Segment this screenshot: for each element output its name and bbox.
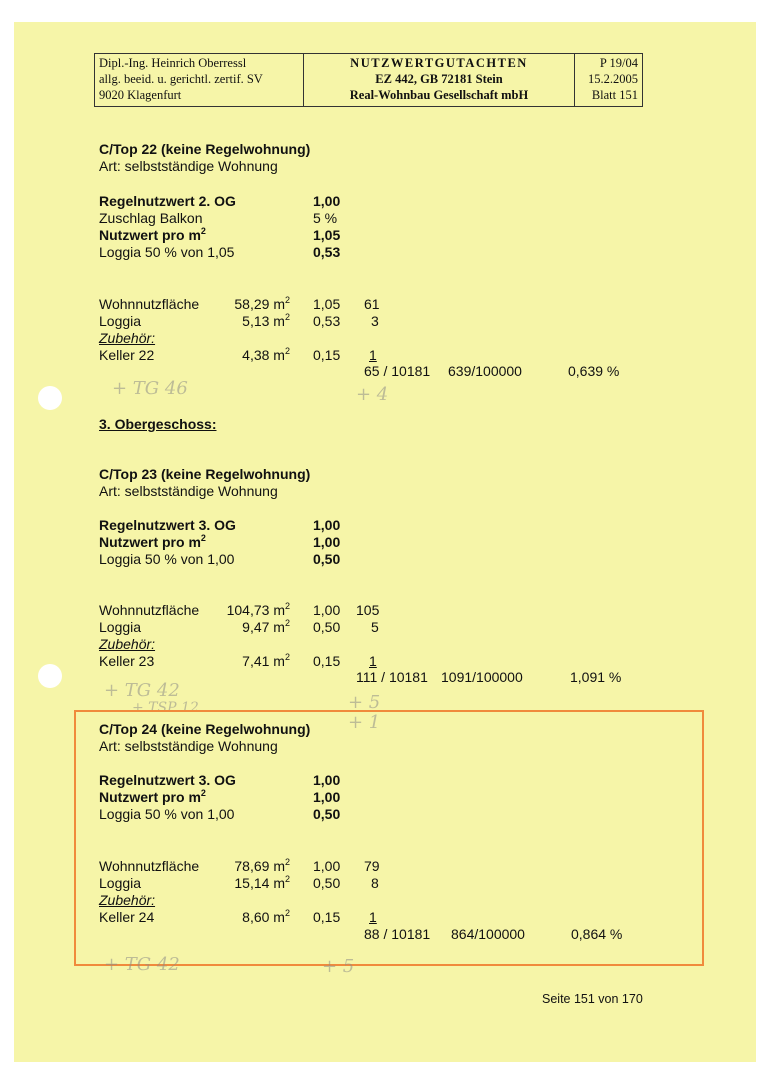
factor-label: Nutzwert pro $m^2$ xyxy=(99,226,206,243)
factor-label: Zuschlag Balkon xyxy=(99,210,203,226)
handwritten-note: + 5 xyxy=(348,692,381,713)
area-value: 5,13 $m^2$ xyxy=(242,312,290,329)
area-label: Loggia xyxy=(99,313,142,329)
area-label: Wohnnutzfläche xyxy=(99,602,200,618)
area-factor: 1,05 xyxy=(313,296,341,312)
author-name: Dipl.-Ing. Heinrich Oberressl xyxy=(99,56,247,70)
total-percent: 0,864 % xyxy=(571,926,623,942)
cellar-area: 7,41 $m^2$ xyxy=(242,652,290,669)
factor-value: 1,00 xyxy=(313,534,341,550)
area-label: Wohnnutzfläche xyxy=(99,296,200,312)
factor-value: 0,50 xyxy=(313,551,341,567)
factor-label: Regelnutzwert 2. OG xyxy=(99,193,236,209)
factor-label: Nutzwert pro $m^2$ xyxy=(99,788,206,805)
area-nutzwert: 105 xyxy=(356,602,380,618)
handwritten-note: + 1 xyxy=(348,712,381,733)
cellar-label: Keller 22 xyxy=(99,347,155,363)
total-ratio: 111 / 10181 xyxy=(356,669,428,685)
punch-hole xyxy=(38,664,62,688)
section-title: C/Top 22 (keine Regelwohnung) xyxy=(99,141,311,157)
area-value: 78,69 $m^2$ xyxy=(234,857,290,874)
area-factor: 0,50 xyxy=(313,875,341,891)
report-date: 15.2.2005 xyxy=(588,72,638,86)
factor-value: 0,53 xyxy=(313,244,341,260)
section-type: Art: selbstständige Wohnung xyxy=(99,738,278,754)
factor-value: 1,05 xyxy=(313,227,341,243)
area-nutzwert: 61 xyxy=(364,296,380,312)
accessories-label: Zubehör: xyxy=(99,636,156,652)
factor-value: 1,00 xyxy=(313,772,341,788)
factor-label: Regelnutzwert 3. OG xyxy=(99,517,236,533)
handwritten-note: + TG 42 xyxy=(104,680,180,701)
area-factor: 1,00 xyxy=(313,858,341,874)
area-factor: 1,00 xyxy=(313,602,341,618)
factor-label: Nutzwert pro $m^2$ xyxy=(99,533,206,550)
section-type: Art: selbstständige Wohnung xyxy=(99,483,278,499)
project-number: P 19/04 xyxy=(599,56,638,70)
author-cell xyxy=(95,54,304,106)
factor-label: Loggia 50 % von 1,05 xyxy=(99,244,235,260)
handwritten-note: + TG 42 xyxy=(104,954,180,975)
letterhead-table xyxy=(94,53,643,107)
factor-label: Regelnutzwert 3. OG xyxy=(99,772,236,788)
cellar-label: Keller 24 xyxy=(99,909,155,925)
total-percent: 1,091 % xyxy=(570,669,622,685)
area-label: Loggia xyxy=(99,619,142,635)
cellar-area: 8,60 $m^2$ xyxy=(242,908,290,925)
total-ratio: 65 / 10181 xyxy=(364,363,431,379)
accessories-label: Zubehör: xyxy=(99,330,156,346)
author-city: 9020 Klagenfurt xyxy=(99,88,182,102)
cellar-factor: 0,15 xyxy=(313,653,341,669)
handwritten-note: + TG 46 xyxy=(112,378,188,399)
accessories-label: Zubehör: xyxy=(99,892,156,908)
area-value: 9,47 $m^2$ xyxy=(242,618,290,635)
factor-value: 0,50 xyxy=(313,806,341,822)
area-factor: 0,53 xyxy=(313,313,341,329)
page-number: Seite 151 von 170 xyxy=(542,992,643,1006)
punch-hole xyxy=(38,386,62,410)
section-title: C/Top 24 (keine Regelwohnung) xyxy=(99,721,311,737)
factor-value: 5 % xyxy=(313,210,338,226)
area-nutzwert: 5 xyxy=(371,619,379,635)
section-title: C/Top 23 (keine Regelwohnung) xyxy=(99,466,311,482)
cellar-factor: 0,15 xyxy=(313,909,341,925)
factor-value: 1,00 xyxy=(313,789,341,805)
total-percent: 0,639 % xyxy=(568,363,620,379)
area-nutzwert: 79 xyxy=(364,858,380,874)
factor-value: 1,00 xyxy=(313,193,341,209)
cellar-nutzwert: 1 xyxy=(369,347,377,363)
reference-cell xyxy=(575,54,642,106)
author-title: allg. beeid. u. gerichtl. zertif. SV xyxy=(99,72,263,86)
report-title: NUTZWERTGUTACHTEN xyxy=(350,56,528,70)
handwritten-note: + 4 xyxy=(356,384,389,405)
cellar-area: 4,38 $m^2$ xyxy=(242,346,290,363)
handwritten-note: + 5 xyxy=(322,956,355,977)
total-ratio: 88 / 10181 xyxy=(364,926,431,942)
report-title-cell xyxy=(304,54,575,106)
cellar-nutzwert: 1 xyxy=(369,909,377,925)
area-value: 15,14 $m^2$ xyxy=(234,874,290,891)
area-value: 58,29 $m^2$ xyxy=(234,295,290,312)
property-reference: EZ 442, GB 72181 Stein xyxy=(375,72,503,86)
cellar-factor: 0,15 xyxy=(313,347,341,363)
cellar-label: Keller 23 xyxy=(99,653,155,669)
area-label: Wohnnutzfläche xyxy=(99,858,200,874)
cellar-nutzwert: 1 xyxy=(369,653,377,669)
handwritten-note: + TSP 12 xyxy=(132,700,199,716)
factor-value: 1,00 xyxy=(313,517,341,533)
total-share: 639/100000 xyxy=(448,363,522,379)
floor-heading: 3. Obergeschoss: xyxy=(99,416,217,432)
client-name: Real-Wohnbau Gesellschaft mbH xyxy=(349,88,529,102)
area-label: Loggia xyxy=(99,875,142,891)
area-factor: 0,50 xyxy=(313,619,341,635)
section-type: Art: selbstständige Wohnung xyxy=(99,158,278,174)
total-share: 1091/100000 xyxy=(441,669,523,685)
total-share: 864/100000 xyxy=(451,926,525,942)
area-nutzwert: 8 xyxy=(371,875,379,891)
sheet-number: Blatt 151 xyxy=(591,88,638,102)
area-nutzwert: 3 xyxy=(371,313,379,329)
factor-label: Loggia 50 % von 1,00 xyxy=(99,551,235,567)
area-value: 104,73 $m^2$ xyxy=(226,601,290,618)
factor-label: Loggia 50 % von 1,00 xyxy=(99,806,235,822)
